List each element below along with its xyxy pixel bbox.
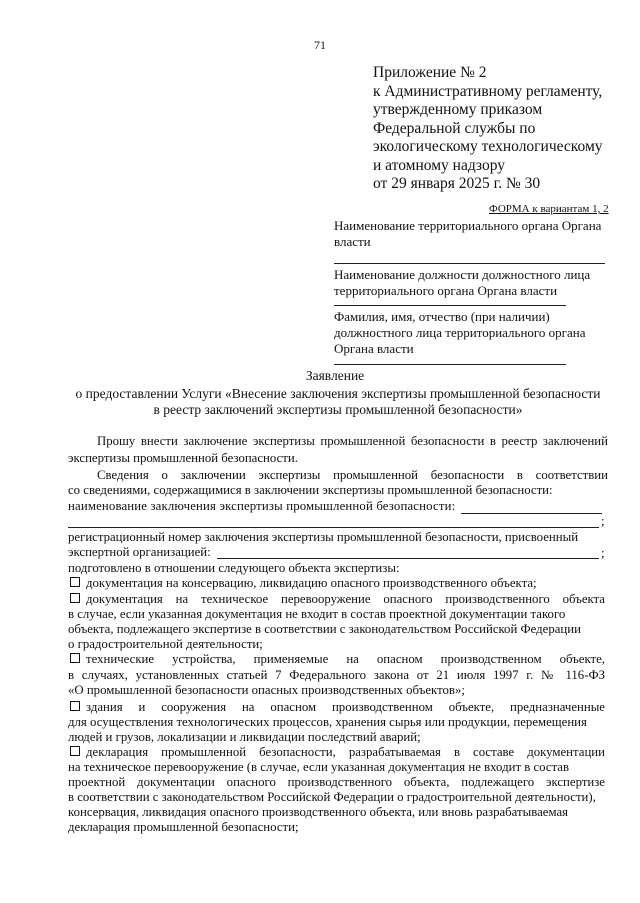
reg-number-line-1: регистрационный номер заключения экспертизы промышленной безопасности, присвоенный: [68, 530, 579, 544]
conclusion-name-field[interactable]: [461, 513, 602, 514]
conclusion-name-label: наименование заключения экспертизы промышленной безопасности:: [68, 499, 456, 513]
option-2-checkbox[interactable]: [70, 593, 80, 603]
statement-subject-line-1: о предоставлении Услуги «Внесение заключения экспертизы промышленной безопасности: [75, 386, 601, 401]
option-5-label-1: декларация промышленной безопасности, разрабатываемая в составе документации: [86, 745, 605, 759]
option-2-line-2: в случае, если указанная документация не входит в состав проектной документации такого: [68, 607, 566, 621]
appendix-line-2: к Административному регламенту,: [373, 82, 603, 100]
option-4-checkbox[interactable]: [70, 701, 80, 711]
option-5-checkbox[interactable]: [70, 746, 80, 756]
option-4-label-1: здания и сооружения на опасном производственном объекте, предназначенные: [86, 700, 605, 714]
appendix-line-7: от 29 января 2025 г. № 30: [373, 175, 541, 192]
option-4-line-3: людей и грузов, локализации и ликвидации последствий аварий;: [68, 730, 421, 744]
option-3-label-1: технические устройства, применяемые на опасном производственном объекте,: [86, 652, 605, 666]
option-2-line-4: о градостроительной деятельности;: [68, 637, 263, 651]
option-4-line-1: [70, 700, 605, 715]
appendix-line-6: и атомному надзору: [373, 156, 505, 174]
appendix-line-1: Приложение № 2: [373, 64, 487, 81]
request-line-1: Прошу внести заключение экспертизы промышленной безопасности в реестр заключений: [97, 434, 608, 448]
reg-number-label: экспертной организацией:: [68, 545, 211, 559]
appendix-line-4: Федеральной службы по: [373, 119, 536, 137]
official-position-label: Наименование должности должностного лица территориального органа Органа власти: [334, 267, 591, 298]
semicolon-2: ;: [601, 546, 605, 560]
option-2-label-1: документация на техническое перевооружение опасного производственного объекта: [86, 592, 605, 606]
official-fio-label: Фамилия, имя, отчество (при наличии) должностного лица территориального органа Органа власти: [334, 309, 586, 356]
conclusion-name-field-cont[interactable]: [68, 527, 599, 528]
option-5-line-3: проектной документации опасного производственного объекта, подлежащего экспертизе: [68, 775, 605, 789]
option-3-line-3: «О промышленной безопасности опасных производственных объектов»;: [68, 683, 465, 697]
option-1-label: документация на консервацию, ликвидацию опасного производственного объекта;: [86, 576, 537, 590]
organ-name-label: Наименование территориального органа Органа власти: [334, 218, 602, 249]
prepared-for-label: подготовлено в отношении следующего объекта экспертизы:: [68, 561, 400, 575]
option-5-line-6: декларация промышленной безопасности;: [68, 820, 299, 834]
option-3-line-1: [70, 652, 605, 667]
info-line-2: со сведениями, содержащимися в заключении экспертизы промышленной безопасности:: [68, 483, 553, 497]
official-fio-line[interactable]: [334, 364, 566, 365]
request-line-2: экспертизы промышленной безопасности.: [68, 451, 298, 465]
option-2-line-1: [70, 592, 605, 607]
option-1-checkbox[interactable]: [70, 577, 80, 587]
option-5-line-5: консервация, ликвидация опасного производственного объекта, или вновь разрабатываемая: [68, 805, 569, 819]
option-3-line-2: в случаях, установленных статьей 7 Федерального закона от 21 июля 1997 г. № 116-ФЗ: [68, 668, 605, 682]
statement-subject-line-2: в реестр заключений экспертизы промышленной безопасности»: [153, 402, 523, 417]
form-variant-label: ФОРМА к вариантам 1, 2: [489, 203, 609, 215]
statement-title: Заявление: [305, 368, 365, 383]
option-5-line-4: в соответствии с законодательством Российской Федерации о градостроительной деятельности),: [68, 790, 596, 804]
option-5-line-2: на техническое перевооружение (в случае, если указанная документация не входит в состав: [68, 760, 570, 774]
semicolon-1: ;: [601, 514, 605, 528]
organ-name-line[interactable]: [334, 263, 605, 264]
info-line-1: Сведения о заключении экспертизы промышленной безопасности в соответствии: [97, 468, 608, 482]
option-1: [70, 576, 537, 591]
option-3-checkbox[interactable]: [70, 653, 80, 663]
option-5-line-1: [70, 745, 605, 760]
appendix-line-3: утвержденному приказом: [373, 101, 543, 118]
option-4-line-2: для осуществления технологических процессов, хранения сырья или продукции, перемещения: [68, 715, 587, 729]
page-number: 71: [314, 38, 326, 52]
appendix-line-5: экологическому технологическому: [373, 138, 603, 155]
official-position-line[interactable]: [334, 305, 566, 306]
option-2-line-3: объекта, подлежащего экспертизе в соответствии с законодательством Российской Федерации: [68, 622, 581, 636]
reg-number-field[interactable]: [217, 558, 599, 559]
